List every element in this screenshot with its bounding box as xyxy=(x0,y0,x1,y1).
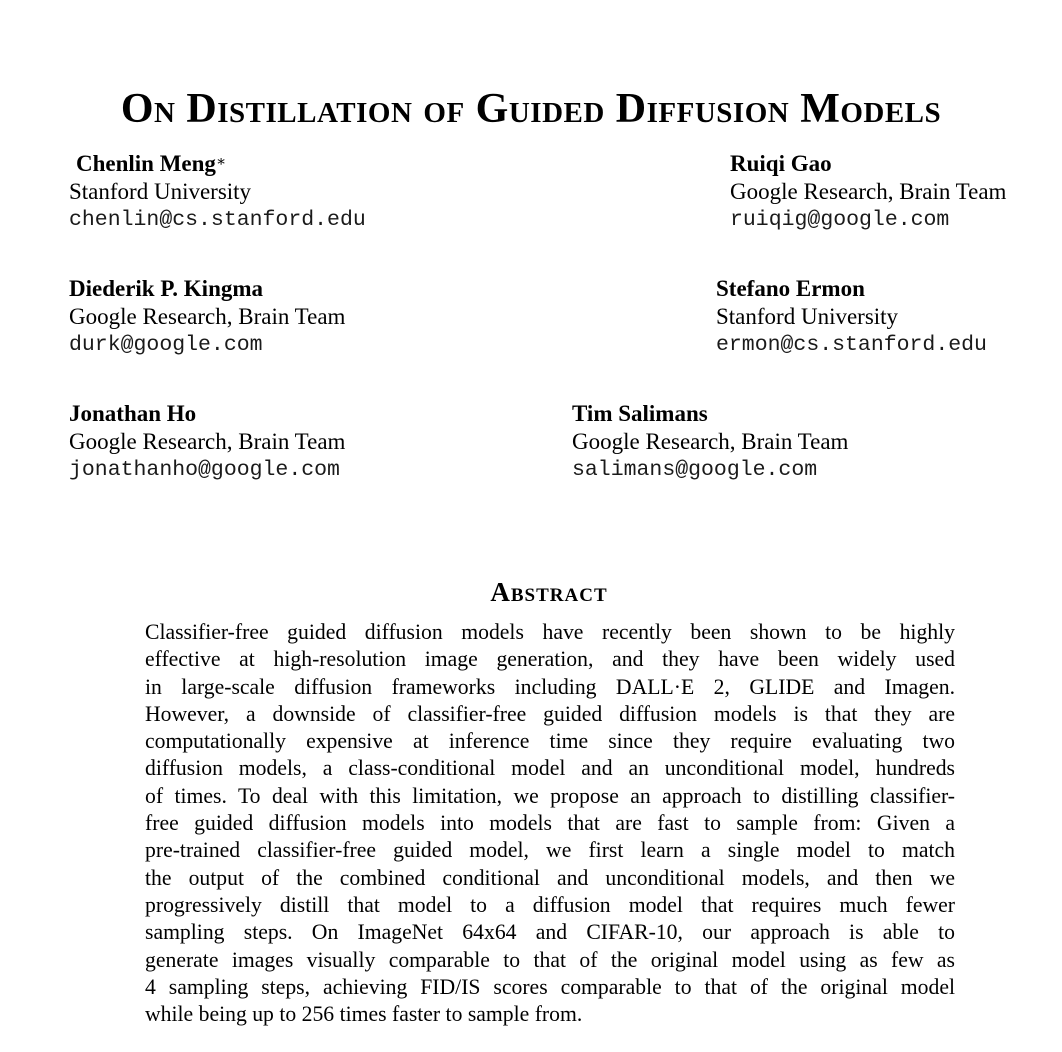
abstract-heading: Abstract xyxy=(490,577,608,608)
abstract-line: generate images visually comparable to that of the original model using as few as xyxy=(145,947,955,972)
author-block-meng xyxy=(69,150,366,234)
author-affiliation: Google Research, Brain Team xyxy=(730,179,1007,204)
abstract-line: 4 sampling steps, achieving FID/IS scores comparable to that of the original model xyxy=(145,974,955,999)
author-name: Ruiqi Gao xyxy=(730,151,832,176)
abstract-line: while being up to 256 times faster to sample from. xyxy=(145,1002,583,1027)
abstract-line: computationally expensive at inference time since they require evaluating two xyxy=(145,729,955,754)
abstract-line: diffusion models, a class-conditional model and an unconditional model, hundreds xyxy=(145,756,955,781)
abstract-line: of times. To deal with this limitation, we propose an approach to distilling classifier- xyxy=(145,783,955,808)
author-name: Diederik P. Kingma xyxy=(69,276,264,301)
author-affiliation: Google Research, Brain Team xyxy=(572,429,849,454)
author-name: Chenlin Meng∗ xyxy=(76,151,227,176)
abstract-body xyxy=(145,619,955,1028)
abstract-line: effective at high-resolution image generation, and they have been widely used xyxy=(145,647,955,672)
abstract-line: the output of the combined conditional and unconditional models, and then we xyxy=(145,865,955,890)
author-block-gao xyxy=(730,150,1006,234)
author-block-kingma xyxy=(69,275,345,359)
author-email: ruiqig@google.com xyxy=(730,208,950,232)
paper-title: On Distillation of Guided Diffusion Models xyxy=(120,86,942,133)
author-block-ermon xyxy=(716,275,987,359)
author-block-salimans xyxy=(572,400,848,484)
author-affiliation: Google Research, Brain Team xyxy=(69,304,346,329)
author-name: Stefano Ermon xyxy=(716,276,865,301)
abstract-line: pre-trained classifier-free guided model, we first learn a single model to match xyxy=(145,838,955,863)
author-affiliation: Stanford University xyxy=(69,179,252,204)
author-email: salimans@google.com xyxy=(572,458,818,482)
abstract-line: progressively distill that model to a diffusion model that requires much fewer xyxy=(145,892,955,917)
abstract-line: sampling steps. On ImageNet 64x64 and CIFAR-10, our approach is able to xyxy=(145,920,955,945)
author-email: jonathanho@google.com xyxy=(69,458,340,482)
author-block-ho xyxy=(69,400,345,484)
abstract-line: free guided diffusion models into models that are fast to sample from: Given a xyxy=(145,811,955,836)
footnote-mark: ∗ xyxy=(215,154,227,170)
abstract-line: Classifier-free guided diffusion models have recently been shown to be highly xyxy=(145,620,955,644)
author-affiliation: Stanford University xyxy=(716,304,899,329)
author-email: chenlin@cs.stanford.edu xyxy=(69,208,366,232)
author-email: ermon@cs.stanford.edu xyxy=(716,333,987,357)
author-name: Jonathan Ho xyxy=(69,401,197,426)
author-affiliation: Google Research, Brain Team xyxy=(69,429,346,454)
author-email: durk@google.com xyxy=(69,333,263,357)
author-name: Tim Salimans xyxy=(572,401,708,426)
abstract-line: in large-scale diffusion frameworks including DALL·E 2, GLIDE and Imagen. xyxy=(145,674,955,699)
abstract-line: However, a downside of classifier-free guided diffusion models is that they are xyxy=(145,701,955,726)
